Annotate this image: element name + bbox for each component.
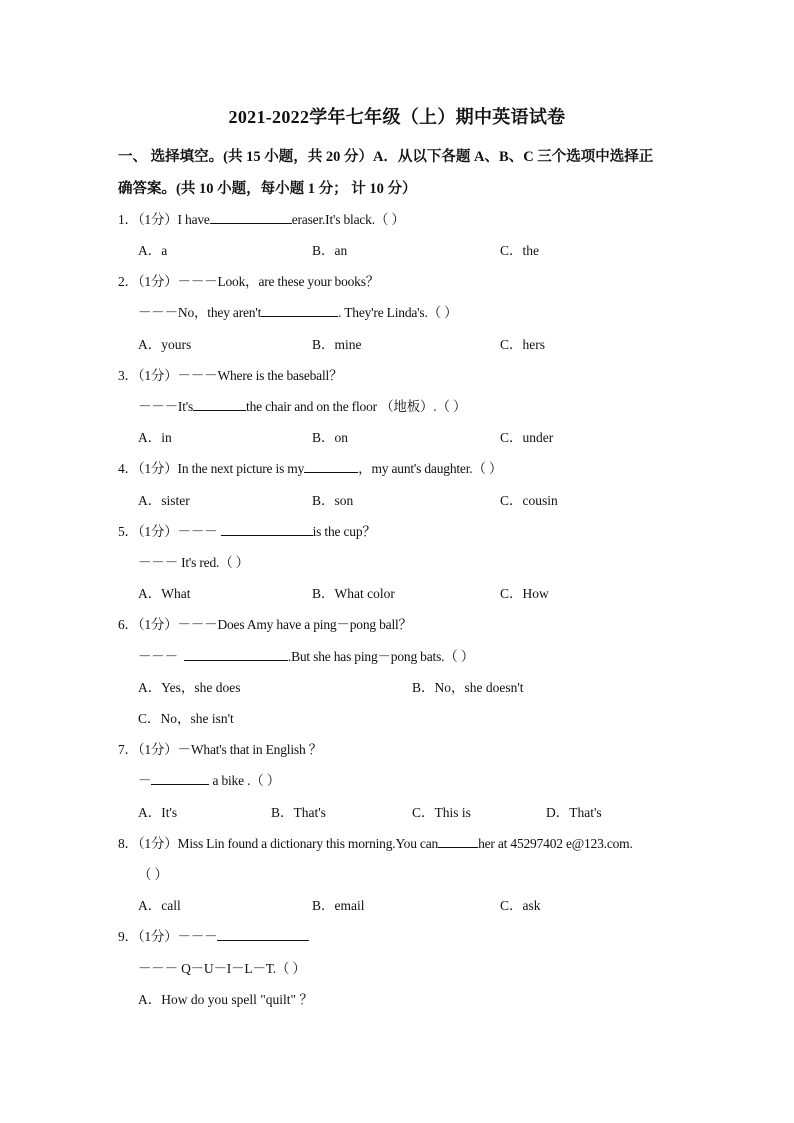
q3-option-c: C．under xyxy=(500,430,554,445)
q6-option-c: C．No，she isn't xyxy=(138,711,234,726)
answer-blank xyxy=(210,211,292,224)
q8-option-b: B．email xyxy=(312,898,365,913)
q5-option-a: A．What xyxy=(138,586,191,601)
answer-blank xyxy=(221,523,313,536)
question-4: 4．（1分）In the next picture is my ，my aunt's daughter.（ ） xyxy=(118,461,503,476)
answer-blank xyxy=(184,648,288,661)
q9-option-a: A．How do you spell "quilt" ？ xyxy=(138,992,313,1007)
section-instruction-line2: 确答案。(共 10 小题，每小题 1 分； 计 10 分） xyxy=(118,181,417,197)
question-8: 8．（1分）Miss Lin found a dictionary this morning.You can her at 45297402 e@123.com. xyxy=(118,836,633,851)
answer-blank xyxy=(304,460,358,473)
q5-option-b: B．What color xyxy=(312,586,395,601)
question-7-reply: － a bike .（ ） xyxy=(138,773,281,788)
q1-option-c: C．the xyxy=(500,243,539,258)
q2-option-c: C．hers xyxy=(500,337,545,352)
question-3: 3．（1分）－－－Where is the baseball？ xyxy=(118,368,343,383)
question-3-reply: －－－It's the chair and on the floor （地板）.（ ） xyxy=(138,399,467,414)
question-5: 5．（1分）－－－ is the cup？ xyxy=(118,524,376,539)
question-6: 6．（1分）－－－Does Amy have a ping－pong ball？ xyxy=(118,617,412,632)
answer-blank xyxy=(217,928,309,941)
q4-option-b: B．son xyxy=(312,493,354,508)
answer-blank xyxy=(261,304,338,317)
answer-blank xyxy=(438,835,478,848)
q1-option-b: B．an xyxy=(312,243,348,258)
answer-blank xyxy=(193,398,246,411)
q4-option-a: A．sister xyxy=(138,493,190,508)
question-2: 2．（1分）－－－Look，are these your books？ xyxy=(118,274,380,289)
q7-option-d: D．That's xyxy=(546,805,602,820)
q6-option-a: A．Yes，she does xyxy=(138,680,241,695)
q5-option-c: C．How xyxy=(500,586,549,601)
question-1: 1．（1分）I have eraser.It's black.（ ） xyxy=(118,212,405,227)
question-8-bracket: （ ） xyxy=(138,867,168,882)
q2-option-b: B．mine xyxy=(312,337,362,352)
question-6-reply: －－－ .But she has ping－pong bats.（ ） xyxy=(138,649,475,664)
question-9: 9．（1分）－－－ xyxy=(118,925,309,945)
q3-option-b: B．on xyxy=(312,430,349,445)
question-9-reply: －－－ Q－U－I－L－T.（ ） xyxy=(138,961,306,976)
question-2-reply: －－－No，they aren't . They're Linda's.（ ） xyxy=(138,305,458,320)
q8-option-a: A．call xyxy=(138,898,181,913)
q4-option-c: C．cousin xyxy=(500,493,558,508)
exam-title: 2021-2022学年七年级（上）期中英语试卷 xyxy=(228,107,566,127)
answer-blank xyxy=(151,772,209,785)
q2-option-a: A．yours xyxy=(138,337,192,352)
q6-option-b: B．No，she doesn't xyxy=(412,680,524,695)
q8-option-c: C．ask xyxy=(500,898,541,913)
section-instruction-line1: 一、 选择填空。(共 15 小题，共 20 分）A．从以下各题 A、B、C 三个选项中选择正 xyxy=(118,149,654,165)
question-7: 7．（1分）－What's that in English ？ xyxy=(118,742,322,757)
q7-option-b: B．That's xyxy=(271,805,326,820)
q1-option-a: A．a xyxy=(138,243,168,258)
q7-option-c: C．This is xyxy=(412,805,471,820)
question-5-reply: －－－ It's red.（ ） xyxy=(138,555,249,570)
q3-option-a: A．in xyxy=(138,430,172,445)
q7-option-a: A．It's xyxy=(138,805,178,820)
